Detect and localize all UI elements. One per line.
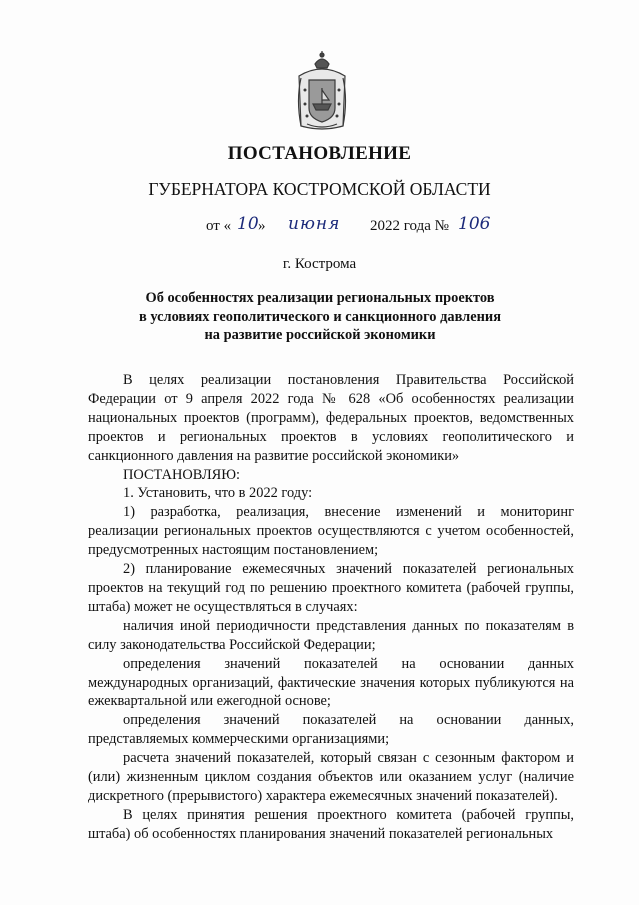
paragraph: 1. Установить, что в 2022 году: — [123, 485, 313, 502]
paragraph: наличия иной периодичности представления данных по показателям в силу законодательства Российской Федерации; — [88, 617, 574, 653]
heading-line: в условиях геополитического и санкционного давления — [139, 308, 501, 325]
paragraph: расчета значений показателей, который связан с сезонным фактором и (или) жизненным циклом создания объектов или оказанием услуг (наличие дискретного (прерывистого) характера ежемесячных значений показателей). — [88, 750, 574, 804]
coat-of-arms-icon — [293, 50, 351, 132]
paragraph: определения значений показателей на основании данных, представляемых коммерческими организациями; — [88, 712, 574, 748]
date-prefix: от « — [206, 218, 232, 234]
paragraph-resolution: ПОСТАНОВЛЯЮ: — [123, 466, 241, 483]
paragraph: В целях реализации постановления Правительства Российской Федерации от 9 апреля 2022 года № 628 «Об особенностях реализации национальных проектов (программ), федеральных проектов, ведомственных проектов и региональных проектов в условиях геополитического и санкционного давления на развитие российской экономики» — [88, 372, 574, 464]
date-month: июня — [288, 214, 341, 234]
date-year: 2022 года № — [370, 218, 449, 234]
document-number: 106 — [458, 214, 491, 234]
paragraph: 2) планирование ежемесячных значений показателей региональных проектов на текущий год по решению проектного комитета (рабочей группы, штаба) может не осуществляться в случаях: — [88, 561, 574, 615]
document-body — [88, 371, 574, 844]
document-title: ПОСТАНОВЛЕНИЕ — [227, 143, 412, 164]
paragraph: определения значений показателей на основании данных международных организаций, фактические значения которых публикуются на ежеквартальной или ежегодной основе; — [88, 655, 574, 710]
date-mid: » — [258, 218, 266, 234]
date-day: 10 — [237, 214, 259, 234]
document-issuer: ГУБЕРНАТОРА КОСТРОМСКОЙ ОБЛАСТИ — [148, 179, 491, 199]
heading-line: на развитие российской экономики — [204, 327, 436, 343]
document-heading — [100, 289, 540, 345]
heading-line: Об особенностях реализации региональных проектов — [145, 290, 495, 306]
paragraph: В целях принятия решения проектного комитета (рабочей группы, штаба) об особенностях планирования значений показателей региональных — [88, 806, 574, 842]
paragraph: 1) разработка, реализация, внесение изменений и мониторинг реализации региональных проектов осуществляются с учетом особенностей, предусмотренных настоящим постановлением; — [88, 504, 574, 559]
document-city: г. Кострома — [282, 256, 357, 272]
